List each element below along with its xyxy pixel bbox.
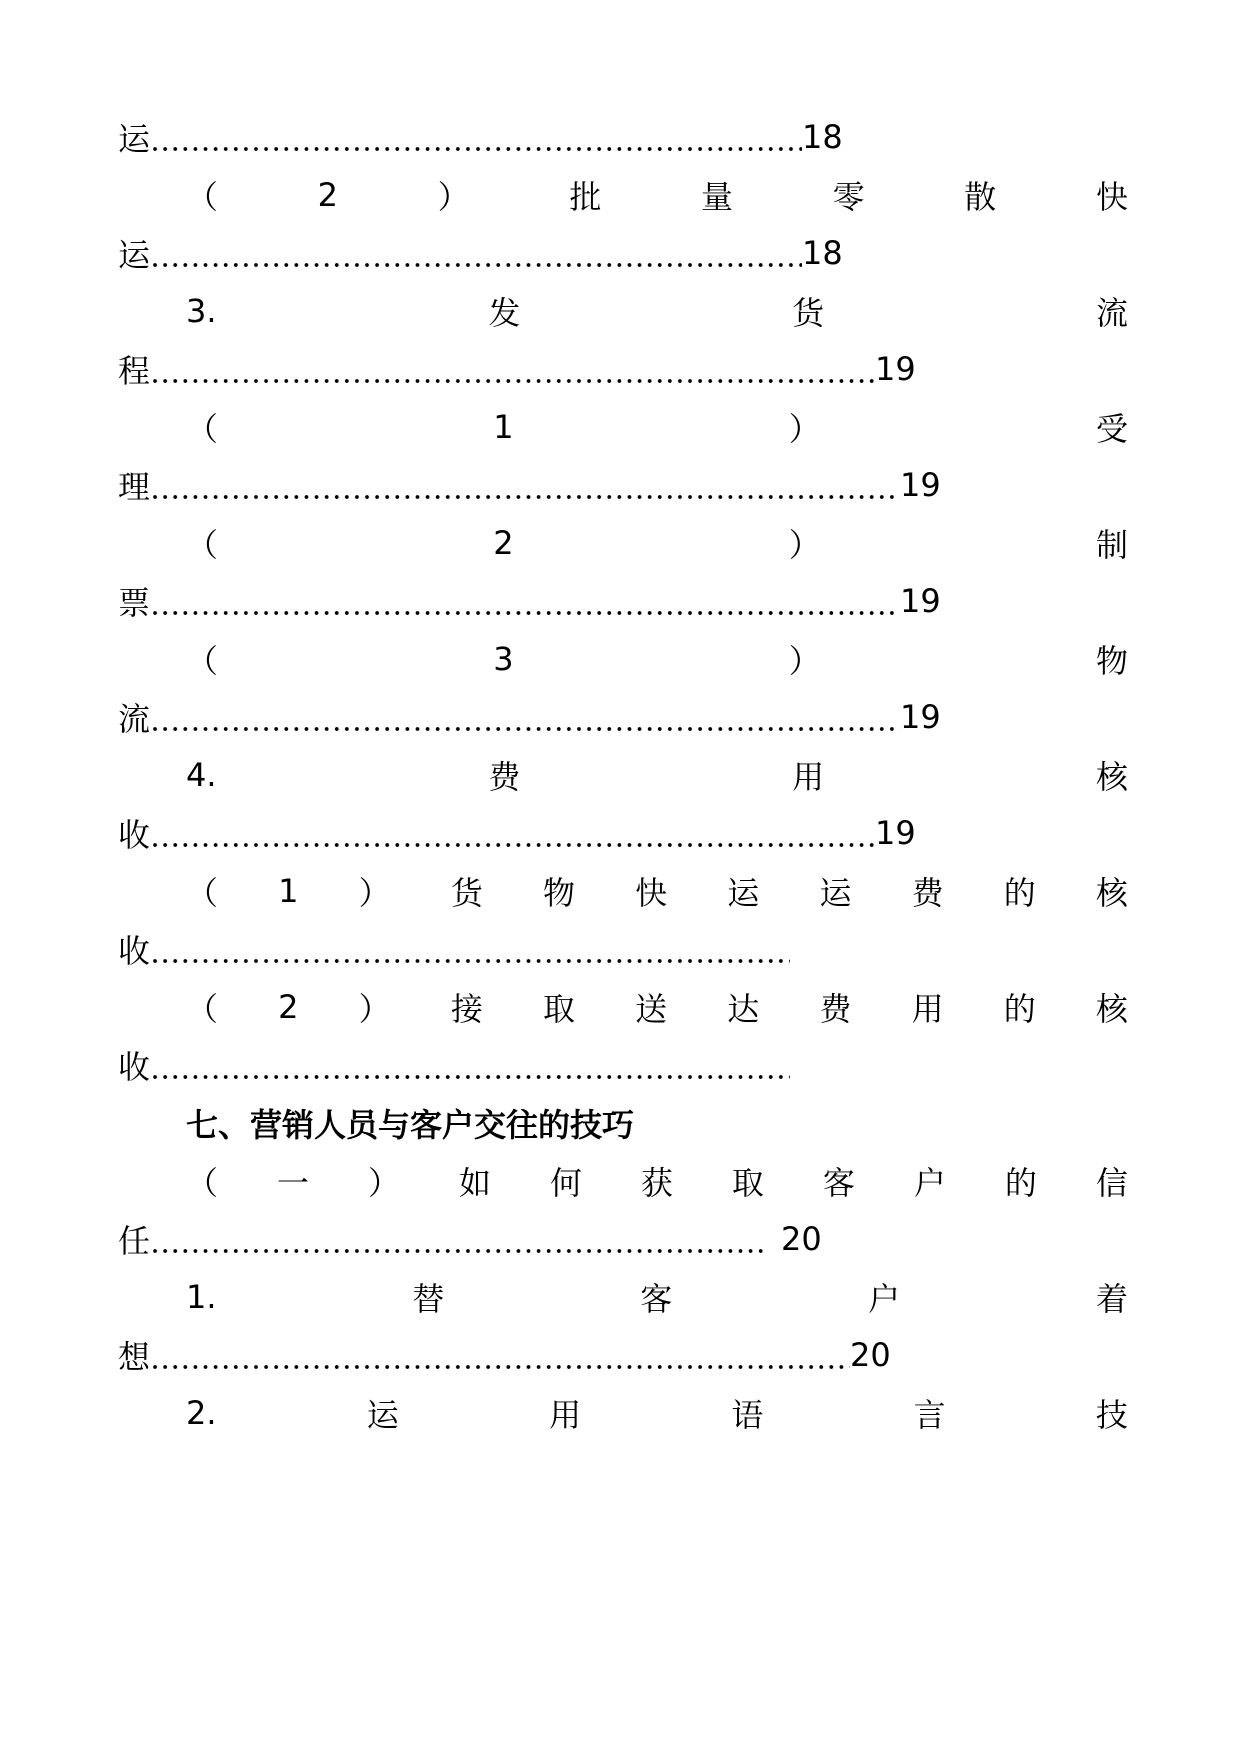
token: 如 [458, 1164, 491, 1202]
token: 1. [186, 1278, 217, 1316]
page-number: 20 [781, 1220, 822, 1258]
token: 的 [1004, 1164, 1037, 1202]
page-number: 18 [802, 234, 843, 272]
dot-leader [150, 727, 900, 731]
token: 3 [493, 640, 514, 678]
token: （ [186, 410, 219, 448]
token: 物 [1095, 642, 1128, 680]
token: 信 [1095, 1164, 1128, 1202]
toc-heading-spread[interactable] [186, 286, 1128, 336]
token: 4. [186, 756, 217, 794]
token: 核 [1095, 758, 1128, 796]
token: 语 [731, 1396, 764, 1434]
token: 费 [911, 874, 944, 912]
token: 技 [1095, 1396, 1128, 1434]
toc-entry[interactable] [118, 576, 1128, 626]
entry-title: 理 [118, 468, 151, 506]
token: （ [186, 1164, 219, 1202]
token: 制 [1095, 526, 1128, 564]
token: 核 [1095, 990, 1128, 1028]
token: 言 [913, 1396, 946, 1434]
page-number: 20 [850, 1336, 891, 1374]
token: 快 [1095, 178, 1128, 216]
toc-heading-spread[interactable] [186, 750, 1128, 800]
token: 2 [317, 176, 339, 214]
token: 的 [1003, 990, 1036, 1028]
toc-heading-spread[interactable] [186, 634, 1128, 684]
token: 接 [450, 990, 483, 1028]
token: 零 [832, 178, 865, 216]
token: 达 [727, 990, 760, 1028]
toc-heading-spread[interactable] [186, 1156, 1128, 1206]
token: 量 [700, 178, 733, 216]
dot-leader [150, 959, 790, 963]
token: ） [437, 178, 470, 216]
token: 运 [727, 874, 760, 912]
dot-leader [150, 611, 900, 615]
toc-entry[interactable] [118, 228, 1128, 278]
token: 取 [731, 1164, 764, 1202]
entry-title: 程 [118, 352, 151, 390]
token: 货 [792, 294, 825, 332]
dot-leader [150, 1075, 790, 1079]
token: 3. [186, 292, 217, 330]
token: （ [186, 178, 219, 216]
token: ） [358, 874, 391, 912]
toc-entry[interactable] [118, 924, 1128, 974]
token: 2. [186, 1394, 217, 1432]
token: 用 [911, 990, 944, 1028]
token: 货 [450, 874, 483, 912]
token: 获 [640, 1164, 673, 1202]
token: （ [186, 526, 219, 564]
dot-leader [150, 1365, 850, 1369]
page-number: 19 [900, 698, 941, 736]
token: 1 [493, 408, 514, 446]
entry-title: 收 [118, 932, 151, 970]
token: ） [367, 1164, 400, 1202]
token: 受 [1095, 410, 1128, 448]
token: 散 [964, 178, 997, 216]
dot-leader [150, 379, 875, 383]
token: （ [186, 874, 219, 912]
token: 何 [549, 1164, 582, 1202]
token: 快 [635, 874, 668, 912]
dot-leader [150, 843, 875, 847]
token: 客 [640, 1280, 673, 1318]
token: 费 [819, 990, 852, 1028]
token: 一 [276, 1164, 309, 1202]
dot-leader [150, 1249, 765, 1253]
toc-entry[interactable] [118, 1330, 1128, 1380]
entry-title: 票 [118, 584, 151, 622]
toc-heading-spread[interactable] [186, 1272, 1128, 1322]
dot-leader [150, 495, 900, 499]
toc-entry[interactable] [118, 808, 1128, 858]
entry-title: 运 [118, 120, 151, 158]
token: 用 [549, 1396, 582, 1434]
token: 2 [278, 988, 299, 1026]
entry-title: 流 [118, 700, 151, 738]
token: 2 [493, 524, 514, 562]
token: ） [788, 410, 821, 448]
token: 着 [1095, 1280, 1128, 1318]
toc-heading-spread[interactable] [186, 518, 1128, 568]
toc-entry[interactable] [118, 1040, 1128, 1090]
token: 替 [412, 1280, 445, 1318]
page-number: 19 [900, 466, 941, 504]
token: ） [358, 990, 391, 1028]
token: ） [788, 642, 821, 680]
entry-title: 想 [118, 1338, 151, 1376]
entry-title: 运 [118, 236, 151, 274]
token: 客 [822, 1164, 855, 1202]
token: （ [186, 990, 219, 1028]
token: （ [186, 642, 219, 680]
entry-title: 任 [118, 1222, 151, 1260]
section-heading-text: 七、营销人员与客户交往的技巧 [186, 1106, 635, 1144]
token: ） [788, 526, 821, 564]
toc-heading-spread[interactable] [186, 982, 1128, 1032]
token: 核 [1095, 874, 1128, 912]
token: 取 [542, 990, 575, 1028]
token: 流 [1095, 294, 1128, 332]
token: 户 [913, 1164, 946, 1202]
toc-entry[interactable] [118, 692, 1128, 742]
token: 费 [488, 758, 521, 796]
token: 运 [366, 1396, 399, 1434]
toc-heading-spread[interactable] [186, 866, 1128, 916]
section-heading[interactable] [186, 1098, 1128, 1148]
toc-heading-spread[interactable] [186, 1388, 1128, 1438]
token: 批 [569, 178, 602, 216]
token: 的 [1003, 874, 1036, 912]
toc-entry[interactable] [118, 1214, 1128, 1264]
token: 户 [868, 1280, 901, 1318]
page-number: 19 [875, 814, 916, 852]
entry-title: 收 [118, 816, 151, 854]
toc-entry[interactable] [118, 460, 1128, 510]
token: 发 [488, 294, 521, 332]
token: 1 [278, 872, 299, 910]
toc-heading-spread[interactable] [186, 170, 1128, 220]
toc-entry[interactable] [118, 112, 1128, 162]
toc-entry[interactable] [118, 344, 1128, 394]
toc-heading-spread[interactable] [186, 402, 1128, 452]
page-number: 19 [900, 582, 941, 620]
entry-title: 收 [118, 1048, 151, 1086]
token: 用 [792, 758, 825, 796]
page-number: 18 [802, 118, 843, 156]
token: 物 [542, 874, 575, 912]
token: 运 [819, 874, 852, 912]
dot-leader [150, 263, 802, 267]
token: 送 [635, 990, 668, 1028]
page-number: 19 [875, 350, 916, 388]
dot-leader [150, 147, 802, 151]
